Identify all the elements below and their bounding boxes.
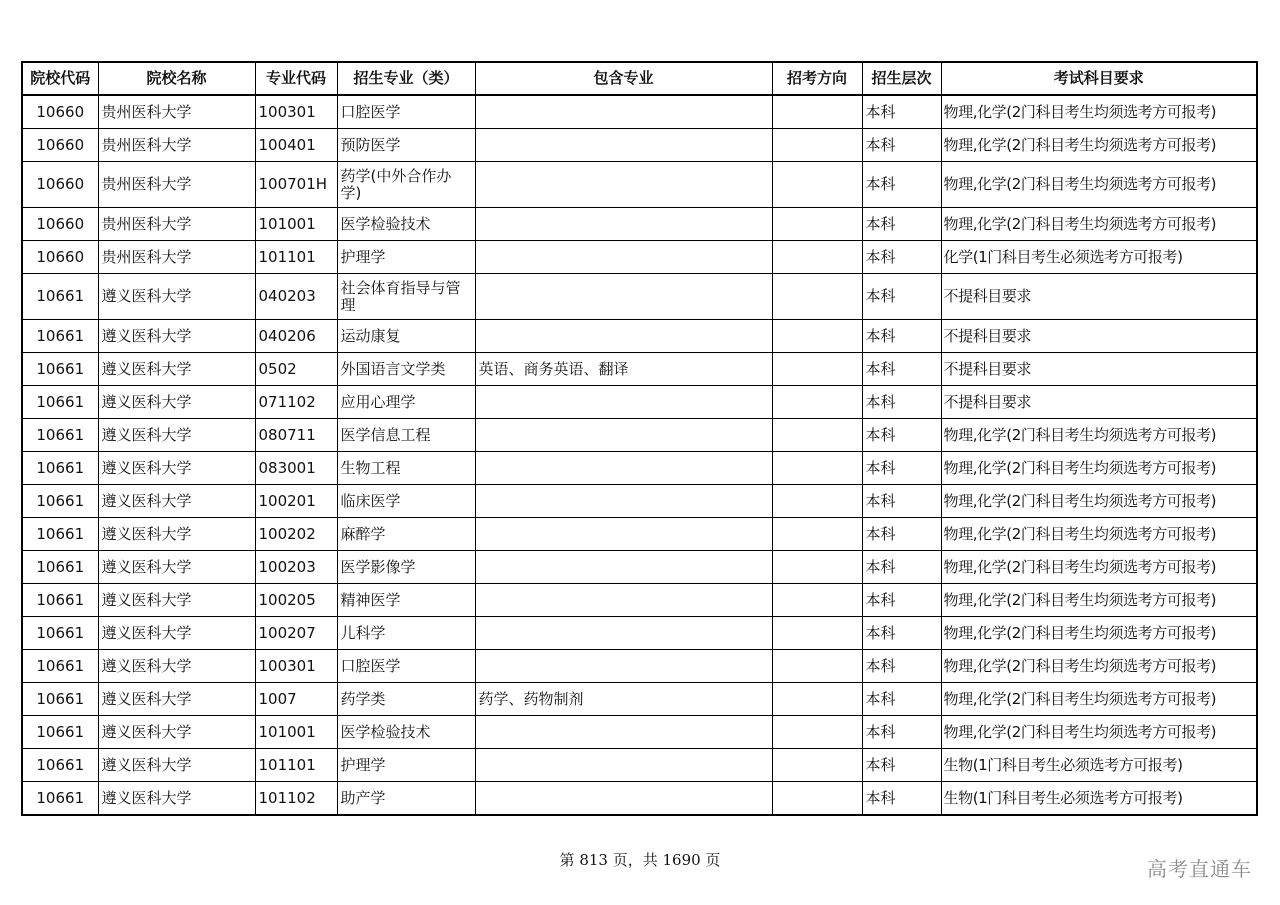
cell-school-name: 遵义医科大学 (98, 617, 255, 650)
header-row (22, 62, 1257, 95)
header-level: 招生层次 (862, 62, 941, 95)
cell-direction (772, 782, 862, 816)
cell-level: 本科 (862, 95, 941, 129)
cell-major: 药学类 (337, 683, 475, 716)
cell-subject-requirements: 物理,化学(2门科目考生均须选考方可报考) (941, 129, 1257, 162)
cell-subject-requirements: 物理,化学(2门科目考生均须选考方可报考) (941, 95, 1257, 129)
cell-school-name: 遵义医科大学 (98, 274, 255, 320)
cell-direction (772, 129, 862, 162)
cell-major-code: 100202 (255, 518, 337, 551)
table-row (22, 683, 1257, 716)
header-school-name: 院校名称 (98, 62, 255, 95)
cell-included-majors (475, 584, 772, 617)
cell-subject-requirements: 化学(1门科目考生必须选考方可报考) (941, 241, 1257, 274)
cell-subject-requirements: 物理,化学(2门科目考生均须选考方可报考) (941, 485, 1257, 518)
cell-included-majors (475, 129, 772, 162)
cell-direction (772, 485, 862, 518)
cell-major-code: 080711 (255, 419, 337, 452)
cell-school-code: 10660 (22, 241, 98, 274)
cell-major: 应用心理学 (337, 386, 475, 419)
cell-school-code: 10661 (22, 452, 98, 485)
cell-major: 临床医学 (337, 485, 475, 518)
cell-included-majors (475, 617, 772, 650)
cell-school-code: 10661 (22, 320, 98, 353)
cell-level: 本科 (862, 716, 941, 749)
cell-included-majors (475, 95, 772, 129)
cell-level: 本科 (862, 162, 941, 208)
table-row (22, 129, 1257, 162)
cell-level: 本科 (862, 617, 941, 650)
cell-level: 本科 (862, 452, 941, 485)
cell-school-name: 贵州医科大学 (98, 95, 255, 129)
cell-school-name: 遵义医科大学 (98, 650, 255, 683)
cell-school-name: 遵义医科大学 (98, 452, 255, 485)
cell-major: 外国语言文学类 (337, 353, 475, 386)
table-row (22, 452, 1257, 485)
cell-major-code: 100401 (255, 129, 337, 162)
cell-school-code: 10661 (22, 518, 98, 551)
table-row (22, 208, 1257, 241)
cell-direction (772, 683, 862, 716)
cell-school-code: 10661 (22, 353, 98, 386)
cell-major-code: 100207 (255, 617, 337, 650)
cell-school-code: 10660 (22, 162, 98, 208)
cell-level: 本科 (862, 419, 941, 452)
cell-major: 精神医学 (337, 584, 475, 617)
table-row (22, 95, 1257, 129)
table-row (22, 320, 1257, 353)
cell-subject-requirements: 物理,化学(2门科目考生均须选考方可报考) (941, 716, 1257, 749)
cell-school-name: 遵义医科大学 (98, 683, 255, 716)
cell-school-name: 贵州医科大学 (98, 241, 255, 274)
cell-level: 本科 (862, 274, 941, 320)
cell-level: 本科 (862, 749, 941, 782)
cell-school-code: 10661 (22, 584, 98, 617)
cell-included-majors (475, 419, 772, 452)
cell-direction (772, 650, 862, 683)
cell-subject-requirements: 物理,化学(2门科目考生均须选考方可报考) (941, 584, 1257, 617)
cell-school-name: 遵义医科大学 (98, 353, 255, 386)
cell-school-name: 遵义医科大学 (98, 551, 255, 584)
cell-direction (772, 551, 862, 584)
cell-school-name: 遵义医科大学 (98, 386, 255, 419)
cell-included-majors (475, 749, 772, 782)
cell-included-majors (475, 485, 772, 518)
cell-included-majors (475, 386, 772, 419)
table-row (22, 782, 1257, 816)
cell-school-name: 遵义医科大学 (98, 584, 255, 617)
cell-school-name: 遵义医科大学 (98, 518, 255, 551)
table-row (22, 716, 1257, 749)
cell-school-name: 遵义医科大学 (98, 749, 255, 782)
cell-level: 本科 (862, 650, 941, 683)
header-school-code: 院校代码 (22, 62, 98, 95)
cell-level: 本科 (862, 551, 941, 584)
cell-school-name: 遵义医科大学 (98, 320, 255, 353)
table-row (22, 162, 1257, 208)
cell-major: 预防医学 (337, 129, 475, 162)
cell-school-code: 10660 (22, 129, 98, 162)
cell-direction (772, 95, 862, 129)
cell-direction (772, 452, 862, 485)
cell-subject-requirements: 不提科目要求 (941, 320, 1257, 353)
cell-major: 医学影像学 (337, 551, 475, 584)
cell-included-majors (475, 518, 772, 551)
cell-major: 社会体育指导与管理 (337, 274, 475, 320)
cell-major-code: 040203 (255, 274, 337, 320)
table-header (22, 62, 1257, 95)
cell-direction (772, 617, 862, 650)
cell-level: 本科 (862, 320, 941, 353)
cell-level: 本科 (862, 353, 941, 386)
cell-school-code: 10661 (22, 274, 98, 320)
cell-subject-requirements: 不提科目要求 (941, 274, 1257, 320)
cell-school-name: 贵州医科大学 (98, 129, 255, 162)
cell-level: 本科 (862, 241, 941, 274)
cell-major-code: 101001 (255, 208, 337, 241)
cell-school-code: 10660 (22, 95, 98, 129)
cell-included-majors (475, 716, 772, 749)
cell-level: 本科 (862, 208, 941, 241)
cell-subject-requirements: 生物(1门科目考生必须选考方可报考) (941, 749, 1257, 782)
cell-major-code: 100701H (255, 162, 337, 208)
cell-major-code: 0502 (255, 353, 337, 386)
admissions-table (21, 61, 1258, 816)
cell-major: 口腔医学 (337, 95, 475, 129)
cell-subject-requirements: 物理,化学(2门科目考生均须选考方可报考) (941, 452, 1257, 485)
cell-subject-requirements: 生物(1门科目考生必须选考方可报考) (941, 782, 1257, 816)
cell-major-code: 101102 (255, 782, 337, 816)
cell-included-majors (475, 320, 772, 353)
cell-major: 儿科学 (337, 617, 475, 650)
cell-included-majors (475, 452, 772, 485)
cell-school-code: 10661 (22, 782, 98, 816)
cell-direction (772, 584, 862, 617)
cell-major-code: 100205 (255, 584, 337, 617)
cell-level: 本科 (862, 129, 941, 162)
cell-school-code: 10661 (22, 617, 98, 650)
cell-major-code: 071102 (255, 386, 337, 419)
table-row (22, 419, 1257, 452)
cell-school-name: 遵义医科大学 (98, 485, 255, 518)
cell-level: 本科 (862, 485, 941, 518)
cell-subject-requirements: 物理,化学(2门科目考生均须选考方可报考) (941, 551, 1257, 584)
cell-subject-requirements: 物理,化学(2门科目考生均须选考方可报考) (941, 617, 1257, 650)
cell-included-majors (475, 208, 772, 241)
cell-major: 助产学 (337, 782, 475, 816)
cell-direction (772, 749, 862, 782)
cell-major: 药学(中外合作办学) (337, 162, 475, 208)
cell-school-name: 遵义医科大学 (98, 419, 255, 452)
cell-major: 运动康复 (337, 320, 475, 353)
cell-major-code: 100203 (255, 551, 337, 584)
cell-major: 麻醉学 (337, 518, 475, 551)
cell-subject-requirements: 物理,化学(2门科目考生均须选考方可报考) (941, 650, 1257, 683)
table-row (22, 617, 1257, 650)
header-included-majors: 包含专业 (475, 62, 772, 95)
cell-school-name: 贵州医科大学 (98, 162, 255, 208)
cell-school-code: 10661 (22, 386, 98, 419)
cell-major: 护理学 (337, 749, 475, 782)
cell-level: 本科 (862, 782, 941, 816)
cell-level: 本科 (862, 386, 941, 419)
cell-included-majors (475, 650, 772, 683)
cell-school-name: 遵义医科大学 (98, 782, 255, 816)
cell-major-code: 101001 (255, 716, 337, 749)
table-row (22, 749, 1257, 782)
cell-subject-requirements: 物理,化学(2门科目考生均须选考方可报考) (941, 518, 1257, 551)
cell-major: 医学检验技术 (337, 208, 475, 241)
table-body (22, 95, 1257, 815)
cell-included-majors (475, 782, 772, 816)
cell-major-code: 040206 (255, 320, 337, 353)
page-number: 第 813 页，共 1690 页 (559, 851, 721, 869)
cell-included-majors (475, 162, 772, 208)
cell-major: 医学检验技术 (337, 716, 475, 749)
cell-school-code: 10661 (22, 419, 98, 452)
table-row (22, 241, 1257, 274)
cell-subject-requirements: 不提科目要求 (941, 386, 1257, 419)
cell-major-code: 083001 (255, 452, 337, 485)
cell-major: 口腔医学 (337, 650, 475, 683)
cell-school-code: 10661 (22, 485, 98, 518)
table-row (22, 386, 1257, 419)
cell-level: 本科 (862, 518, 941, 551)
cell-school-code: 10661 (22, 749, 98, 782)
cell-subject-requirements: 物理,化学(2门科目考生均须选考方可报考) (941, 419, 1257, 452)
cell-included-majors (475, 274, 772, 320)
table-row (22, 518, 1257, 551)
cell-major-code: 100301 (255, 95, 337, 129)
cell-included-majors (475, 551, 772, 584)
cell-major-code: 100301 (255, 650, 337, 683)
cell-subject-requirements: 物理,化学(2门科目考生均须选考方可报考) (941, 208, 1257, 241)
cell-direction (772, 716, 862, 749)
watermark-logo: 高考直通车 (1147, 857, 1252, 881)
cell-direction (772, 162, 862, 208)
cell-school-name: 遵义医科大学 (98, 716, 255, 749)
table-row (22, 274, 1257, 320)
cell-direction (772, 208, 862, 241)
cell-major-code: 1007 (255, 683, 337, 716)
cell-school-code: 10661 (22, 716, 98, 749)
cell-level: 本科 (862, 683, 941, 716)
header-direction: 招考方向 (772, 62, 862, 95)
cell-subject-requirements: 不提科目要求 (941, 353, 1257, 386)
cell-included-majors: 药学、药物制剂 (475, 683, 772, 716)
table-row (22, 485, 1257, 518)
cell-major: 医学信息工程 (337, 419, 475, 452)
header-subject-requirements: 考试科目要求 (941, 62, 1257, 95)
cell-subject-requirements: 物理,化学(2门科目考生均须选考方可报考) (941, 162, 1257, 208)
table-row (22, 551, 1257, 584)
cell-direction (772, 320, 862, 353)
header-major: 招生专业（类） (337, 62, 475, 95)
table-row (22, 584, 1257, 617)
cell-direction (772, 241, 862, 274)
cell-included-majors (475, 241, 772, 274)
cell-school-name: 贵州医科大学 (98, 208, 255, 241)
cell-school-code: 10661 (22, 683, 98, 716)
cell-included-majors: 英语、商务英语、翻译 (475, 353, 772, 386)
cell-direction (772, 386, 862, 419)
table-row (22, 650, 1257, 683)
header-major-code: 专业代码 (255, 62, 337, 95)
cell-direction (772, 518, 862, 551)
cell-subject-requirements: 物理,化学(2门科目考生均须选考方可报考) (941, 683, 1257, 716)
cell-major-code: 100201 (255, 485, 337, 518)
cell-major-code: 101101 (255, 241, 337, 274)
cell-direction (772, 419, 862, 452)
cell-level: 本科 (862, 584, 941, 617)
cell-major: 生物工程 (337, 452, 475, 485)
cell-direction (772, 274, 862, 320)
table-row (22, 353, 1257, 386)
cell-school-code: 10660 (22, 208, 98, 241)
cell-major-code: 101101 (255, 749, 337, 782)
cell-major: 护理学 (337, 241, 475, 274)
cell-school-code: 10661 (22, 551, 98, 584)
cell-direction (772, 353, 862, 386)
cell-school-code: 10661 (22, 650, 98, 683)
